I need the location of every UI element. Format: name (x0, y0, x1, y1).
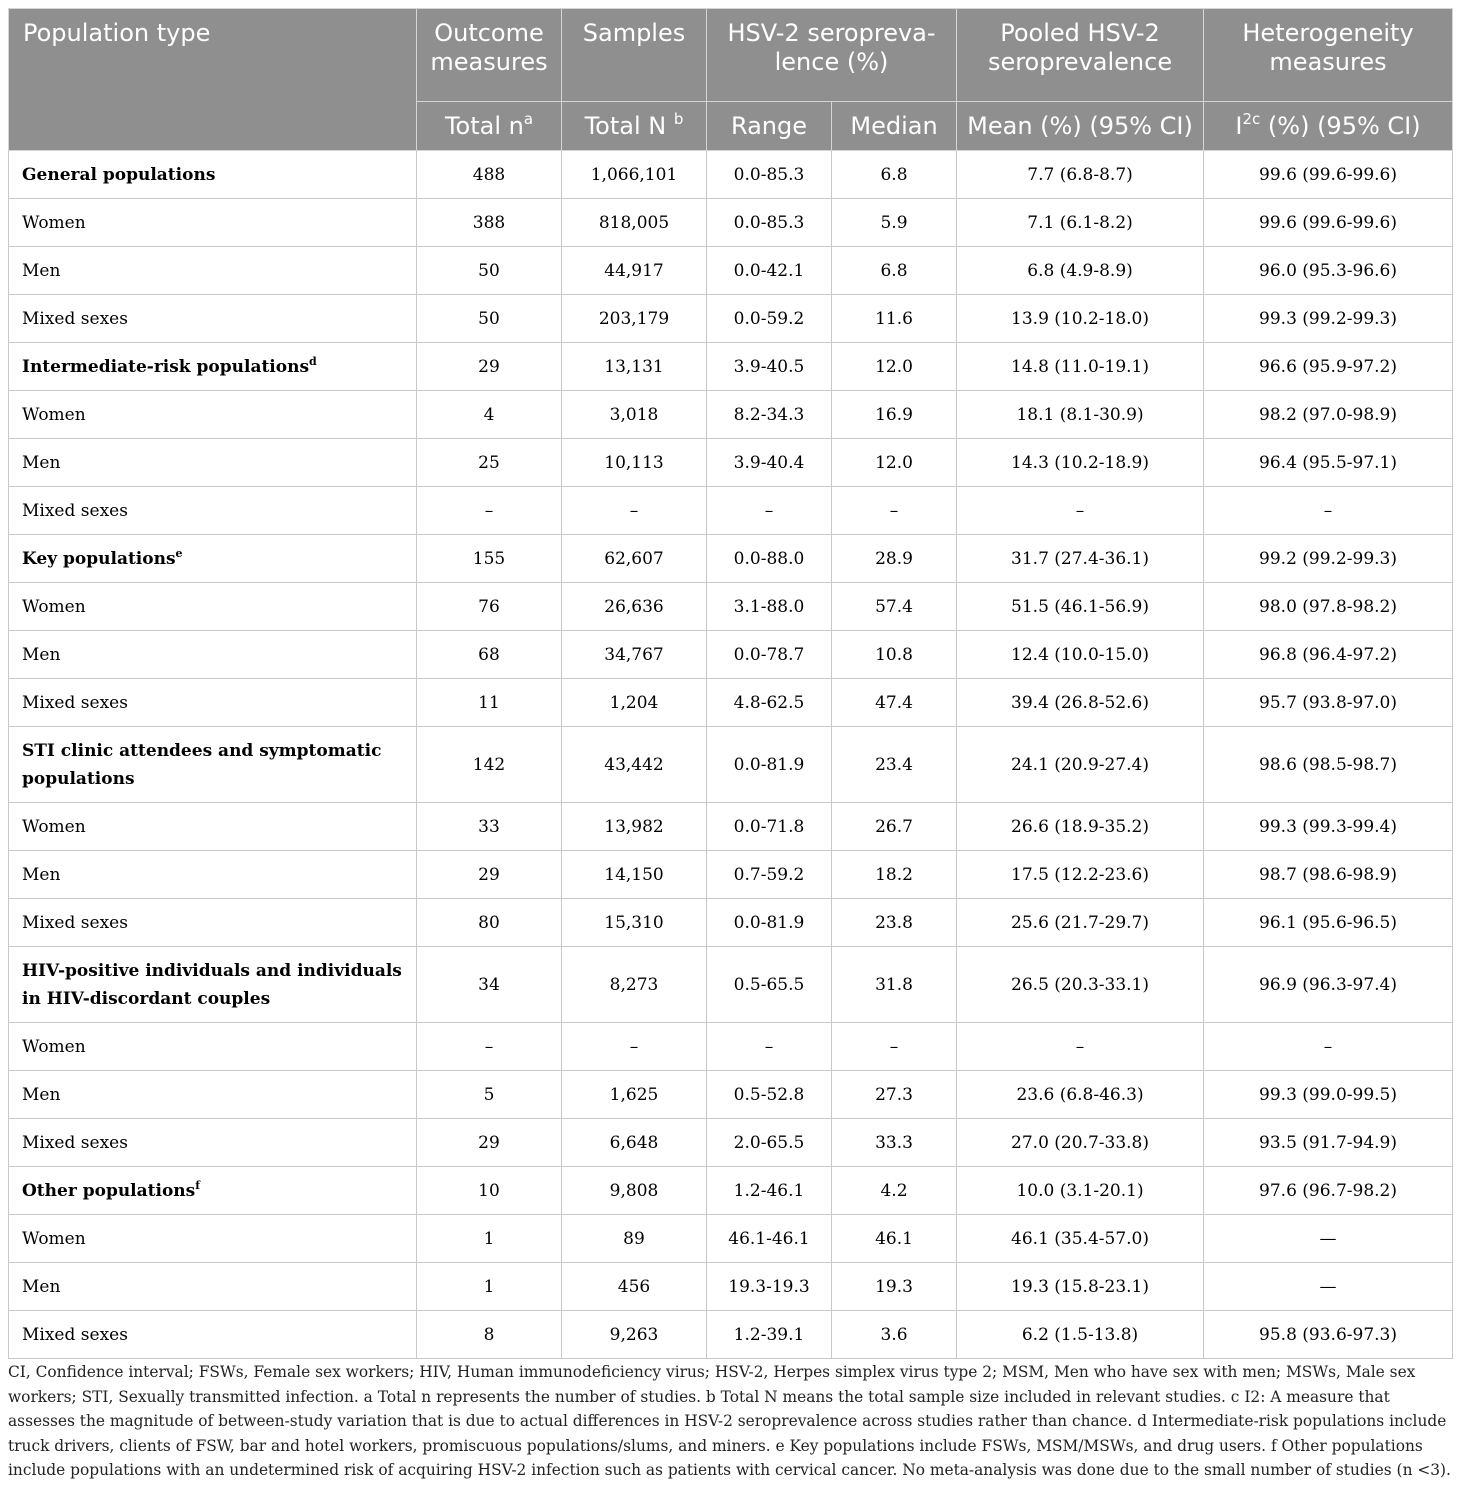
cell-mean: 51.5 (46.1-56.9) (957, 583, 1204, 631)
cell-range: 19.3-19.3 (707, 1263, 832, 1311)
table-row (9, 1215, 1453, 1263)
cell-i2: 96.4 (95.5-97.1) (1204, 439, 1453, 487)
cell-total-n: 29 (417, 343, 562, 391)
cell-i2: 93.5 (91.7-94.9) (1204, 1119, 1453, 1167)
cell-total-N: 43,442 (562, 727, 707, 803)
cell-total-N: 44,917 (562, 247, 707, 295)
population-label-text: Women (22, 1228, 86, 1249)
cell-total-n: 155 (417, 535, 562, 583)
table-row (9, 631, 1453, 679)
cell-total-N: 26,636 (562, 583, 707, 631)
table-row (9, 803, 1453, 851)
cell-i2: 98.2 (97.0-98.9) (1204, 391, 1453, 439)
cell-total-n: 80 (417, 899, 562, 947)
cell-total-n: 4 (417, 391, 562, 439)
cell-range: 0.0-81.9 (707, 899, 832, 947)
cell-median: 33.3 (832, 1119, 957, 1167)
cell-total-n: 25 (417, 439, 562, 487)
cell-total-N: 8,273 (562, 947, 707, 1023)
cell-i2: 99.6 (99.6-99.6) (1204, 199, 1453, 247)
header-i2-sup: 2c (1242, 109, 1261, 128)
header-i2-base: I (1235, 111, 1243, 140)
cell-total-N: 1,625 (562, 1071, 707, 1119)
header-outcome-measures: Outcome measures (417, 9, 562, 102)
population-label (9, 391, 417, 439)
population-label-text: Men (22, 1084, 61, 1105)
cell-total-N: 9,263 (562, 1311, 707, 1359)
population-label (9, 151, 417, 199)
cell-mean: 6.8 (4.9-8.9) (957, 247, 1204, 295)
cell-range: 0.5-52.8 (707, 1071, 832, 1119)
cell-median: 47.4 (832, 679, 957, 727)
cell-mean: 13.9 (10.2-18.0) (957, 295, 1204, 343)
table-container (8, 8, 1452, 1359)
population-label-text: HIV-positive individuals and individuals in HIV-discordant couples (22, 960, 402, 1009)
cell-total-N: 14,150 (562, 851, 707, 899)
cell-median: 23.8 (832, 899, 957, 947)
population-label (9, 803, 417, 851)
cell-mean: – (957, 487, 1204, 535)
population-label-text: Women (22, 404, 86, 425)
population-label-text: Women (22, 816, 86, 837)
table-row (9, 899, 1453, 947)
population-label (9, 343, 417, 391)
population-label-text: Men (22, 452, 61, 473)
population-label-text: Women (22, 596, 86, 617)
cell-median: 6.8 (832, 247, 957, 295)
table-row (9, 947, 1453, 1023)
table-row (9, 151, 1453, 199)
cell-range: 4.8-62.5 (707, 679, 832, 727)
cell-range: 1.2-39.1 (707, 1311, 832, 1359)
cell-total-n: 142 (417, 727, 562, 803)
population-label (9, 947, 417, 1023)
population-label-text: General populations (22, 164, 216, 185)
cell-mean: 31.7 (27.4-36.1) (957, 535, 1204, 583)
cell-range: 3.1-88.0 (707, 583, 832, 631)
population-label (9, 727, 417, 803)
cell-total-n: 29 (417, 851, 562, 899)
cell-range: 0.5-65.5 (707, 947, 832, 1023)
table-row (9, 487, 1453, 535)
cell-mean: 19.3 (15.8-23.1) (957, 1263, 1204, 1311)
cell-mean: 23.6 (6.8-46.3) (957, 1071, 1204, 1119)
table-body (9, 151, 1453, 1359)
population-label (9, 679, 417, 727)
cell-median: – (832, 487, 957, 535)
population-label-text: Mixed sexes (22, 1132, 128, 1153)
table-row (9, 199, 1453, 247)
cell-total-n: 388 (417, 199, 562, 247)
cell-i2: 99.6 (99.6-99.6) (1204, 151, 1453, 199)
cell-range: 0.0-85.3 (707, 151, 832, 199)
cell-i2: 95.7 (93.8-97.0) (1204, 679, 1453, 727)
cell-i2: – (1204, 1023, 1453, 1071)
cell-range: 0.0-59.2 (707, 295, 832, 343)
table-row (9, 439, 1453, 487)
cell-mean: 39.4 (26.8-52.6) (957, 679, 1204, 727)
table-row (9, 727, 1453, 803)
cell-total-N: 1,204 (562, 679, 707, 727)
cell-i2: 96.6 (95.9-97.2) (1204, 343, 1453, 391)
cell-mean: 25.6 (21.7-29.7) (957, 899, 1204, 947)
population-label-text: Men (22, 864, 61, 885)
cell-i2: 99.3 (99.0-99.5) (1204, 1071, 1453, 1119)
population-label-text: Intermediate-risk populations (22, 356, 310, 377)
header-total-n-sup: a (523, 109, 534, 128)
cell-mean: 46.1 (35.4-57.0) (957, 1215, 1204, 1263)
population-label-text: Men (22, 644, 61, 665)
cell-total-n: 488 (417, 151, 562, 199)
table-row (9, 391, 1453, 439)
table-row (9, 1167, 1453, 1215)
population-label-text: STI clinic attendees and symptomatic populations (22, 740, 382, 789)
header-total-n-text: Total n (444, 111, 524, 140)
table-row (9, 1023, 1453, 1071)
cell-total-n: 76 (417, 583, 562, 631)
cell-range: – (707, 1023, 832, 1071)
population-label-sup: f (195, 1178, 200, 1192)
header-i2 (1204, 102, 1453, 151)
table-row (9, 1119, 1453, 1167)
population-label-text: Women (22, 212, 86, 233)
cell-range: 0.0-85.3 (707, 199, 832, 247)
cell-median: 26.7 (832, 803, 957, 851)
table-row (9, 1263, 1453, 1311)
cell-mean: 6.2 (1.5-13.8) (957, 1311, 1204, 1359)
table-row (9, 583, 1453, 631)
population-label (9, 535, 417, 583)
cell-median: 11.6 (832, 295, 957, 343)
population-label-text: Mixed sexes (22, 500, 128, 521)
table-row (9, 679, 1453, 727)
population-label (9, 899, 417, 947)
cell-range: 0.0-71.8 (707, 803, 832, 851)
cell-total-N: 6,648 (562, 1119, 707, 1167)
population-label-sup: d (309, 354, 317, 368)
cell-mean: 10.0 (3.1-20.1) (957, 1167, 1204, 1215)
cell-mean: 14.3 (10.2-18.9) (957, 439, 1204, 487)
population-label (9, 1071, 417, 1119)
population-label (9, 487, 417, 535)
cell-total-N: – (562, 487, 707, 535)
population-label-text: Men (22, 1276, 61, 1297)
cell-median: 57.4 (832, 583, 957, 631)
cell-median: 3.6 (832, 1311, 957, 1359)
cell-total-n: 5 (417, 1071, 562, 1119)
cell-median: 46.1 (832, 1215, 957, 1263)
header-total-n (417, 102, 562, 151)
cell-mean: 14.8 (11.0-19.1) (957, 343, 1204, 391)
cell-range: 1.2-46.1 (707, 1167, 832, 1215)
cell-total-n: 33 (417, 803, 562, 851)
cell-median: – (832, 1023, 957, 1071)
cell-i2: 96.0 (95.3-96.6) (1204, 247, 1453, 295)
cell-mean: 18.1 (8.1-30.9) (957, 391, 1204, 439)
table-footnote: CI, Confidence interval; FSWs, Female sex workers; HIV, Human immunodeficiency virus; HSV-2, Herpes simplex virus type 2; MSM, Men who have sex with men; MSWs, Male sex workers; STI, Sexually transmitted infection. a Total n represents the number of studies. b Total N means the total sample size included in relevant studies. c I2: A measure that assesses the magnitude of between-study variation that is due to actual differences in HSV-2 seroprevalence across studies rather than chance. d Intermediate-risk populations include truck drivers, clients of FSW, bar and hotel workers, promiscuous populations/slums, and miners. e Key populations include FSWs, MSM/MSWs, and drug users. f Other populations include populations with an undetermined risk of acquiring HSV-2 infection such as patients with cervical cancer. No meta-analysis was done due to the small number of studies (n <3). (8, 1363, 1451, 1479)
cell-range: 3.9-40.5 (707, 343, 832, 391)
header-total-N-text: Total N (584, 111, 667, 140)
cell-total-n: 50 (417, 247, 562, 295)
table-row (9, 1311, 1453, 1359)
cell-mean: 7.7 (6.8-8.7) (957, 151, 1204, 199)
population-label-text: Other populations (22, 1180, 196, 1201)
population-label (9, 295, 417, 343)
cell-range: 0.7-59.2 (707, 851, 832, 899)
cell-total-N: 1,066,101 (562, 151, 707, 199)
population-label (9, 1215, 417, 1263)
header-population-type: Population type (9, 9, 417, 151)
table-row (9, 1071, 1453, 1119)
cell-median: 31.8 (832, 947, 957, 1023)
cell-i2: — (1204, 1215, 1453, 1263)
cell-range: 0.0-78.7 (707, 631, 832, 679)
cell-i2: – (1204, 487, 1453, 535)
cell-i2: 96.8 (96.4-97.2) (1204, 631, 1453, 679)
cell-total-n: – (417, 1023, 562, 1071)
cell-mean: 24.1 (20.9-27.4) (957, 727, 1204, 803)
cell-total-N: 818,005 (562, 199, 707, 247)
population-label (9, 631, 417, 679)
table-row (9, 535, 1453, 583)
table-row (9, 247, 1453, 295)
cell-median: 12.0 (832, 343, 957, 391)
cell-total-N: 34,767 (562, 631, 707, 679)
population-label (9, 439, 417, 487)
population-label-text: Mixed sexes (22, 692, 128, 713)
cell-total-N: – (562, 1023, 707, 1071)
population-label (9, 583, 417, 631)
header-i2-rest: (%) (95% CI) (1260, 111, 1421, 140)
cell-median: 16.9 (832, 391, 957, 439)
cell-range: 2.0-65.5 (707, 1119, 832, 1167)
population-label (9, 247, 417, 295)
cell-total-n: 34 (417, 947, 562, 1023)
population-label-text: Mixed sexes (22, 1324, 128, 1345)
population-label-text: Women (22, 1036, 86, 1057)
cell-i2: 96.9 (96.3-97.4) (1204, 947, 1453, 1023)
cell-i2: — (1204, 1263, 1453, 1311)
cell-total-N: 15,310 (562, 899, 707, 947)
population-label-sup: e (175, 546, 183, 560)
cell-median: 4.2 (832, 1167, 957, 1215)
cell-i2: 97.6 (96.7-98.2) (1204, 1167, 1453, 1215)
cell-range: 0.0-42.1 (707, 247, 832, 295)
cell-i2: 99.2 (99.2-99.3) (1204, 535, 1453, 583)
cell-median: 12.0 (832, 439, 957, 487)
header-heterogeneity: Heterogeneity measures (1204, 9, 1453, 102)
cell-mean: – (957, 1023, 1204, 1071)
header-mean: Mean (%) (95% CI) (957, 102, 1204, 151)
population-label (9, 1263, 417, 1311)
cell-total-N: 13,131 (562, 343, 707, 391)
header-samples: Samples (562, 9, 707, 102)
cell-total-N: 203,179 (562, 295, 707, 343)
cell-total-N: 13,982 (562, 803, 707, 851)
cell-range: – (707, 487, 832, 535)
cell-mean: 7.1 (6.1-8.2) (957, 199, 1204, 247)
cell-mean: 12.4 (10.0-15.0) (957, 631, 1204, 679)
cell-median: 27.3 (832, 1071, 957, 1119)
population-label-text: Mixed sexes (22, 308, 128, 329)
population-label (9, 1311, 417, 1359)
header-total-N (562, 102, 707, 151)
cell-median: 5.9 (832, 199, 957, 247)
population-label-text: Men (22, 260, 61, 281)
cell-mean: 26.6 (18.9-35.2) (957, 803, 1204, 851)
header-pooled: Pooled HSV-2 seroprevalence (957, 9, 1204, 102)
cell-total-N: 89 (562, 1215, 707, 1263)
cell-total-n: 50 (417, 295, 562, 343)
cell-total-n: 1 (417, 1263, 562, 1311)
population-label (9, 1119, 417, 1167)
population-label (9, 1023, 417, 1071)
table-row (9, 343, 1453, 391)
cell-median: 23.4 (832, 727, 957, 803)
cell-mean: 27.0 (20.7-33.8) (957, 1119, 1204, 1167)
header-total-N-sup: b (673, 109, 684, 128)
cell-median: 10.8 (832, 631, 957, 679)
header-hsv2-seroprevalence: HSV-2 seropreva-lence (%) (707, 9, 957, 102)
cell-total-N: 10,113 (562, 439, 707, 487)
cell-total-n: 68 (417, 631, 562, 679)
cell-i2: 99.3 (99.3-99.4) (1204, 803, 1453, 851)
cell-mean: 26.5 (20.3-33.1) (957, 947, 1204, 1023)
cell-i2: 98.7 (98.6-98.9) (1204, 851, 1453, 899)
cell-total-N: 456 (562, 1263, 707, 1311)
cell-median: 28.9 (832, 535, 957, 583)
cell-range: 8.2-34.3 (707, 391, 832, 439)
cell-total-n: 11 (417, 679, 562, 727)
cell-mean: 17.5 (12.2-23.6) (957, 851, 1204, 899)
header-range: Range (707, 102, 832, 151)
cell-total-n: 29 (417, 1119, 562, 1167)
seroprevalence-table (8, 8, 1453, 1359)
cell-range: 0.0-81.9 (707, 727, 832, 803)
table-row (9, 295, 1453, 343)
population-label (9, 851, 417, 899)
cell-range: 3.9-40.4 (707, 439, 832, 487)
cell-median: 19.3 (832, 1263, 957, 1311)
cell-total-N: 62,607 (562, 535, 707, 583)
cell-i2: 98.6 (98.5-98.7) (1204, 727, 1453, 803)
population-label (9, 199, 417, 247)
cell-total-n: – (417, 487, 562, 535)
cell-median: 6.8 (832, 151, 957, 199)
cell-total-n: 10 (417, 1167, 562, 1215)
table-row (9, 851, 1453, 899)
population-label-text: Mixed sexes (22, 912, 128, 933)
cell-total-n: 8 (417, 1311, 562, 1359)
population-label-text: Key populations (22, 548, 176, 569)
cell-range: 46.1-46.1 (707, 1215, 832, 1263)
cell-total-N: 3,018 (562, 391, 707, 439)
table-header (9, 9, 1453, 151)
cell-i2: 95.8 (93.6-97.3) (1204, 1311, 1453, 1359)
cell-total-N: 9,808 (562, 1167, 707, 1215)
cell-range: 0.0-88.0 (707, 535, 832, 583)
cell-median: 18.2 (832, 851, 957, 899)
header-median: Median (832, 102, 957, 151)
cell-i2: 98.0 (97.8-98.2) (1204, 583, 1453, 631)
cell-i2: 99.3 (99.2-99.3) (1204, 295, 1453, 343)
cell-total-n: 1 (417, 1215, 562, 1263)
population-label (9, 1167, 417, 1215)
cell-i2: 96.1 (95.6-96.5) (1204, 899, 1453, 947)
